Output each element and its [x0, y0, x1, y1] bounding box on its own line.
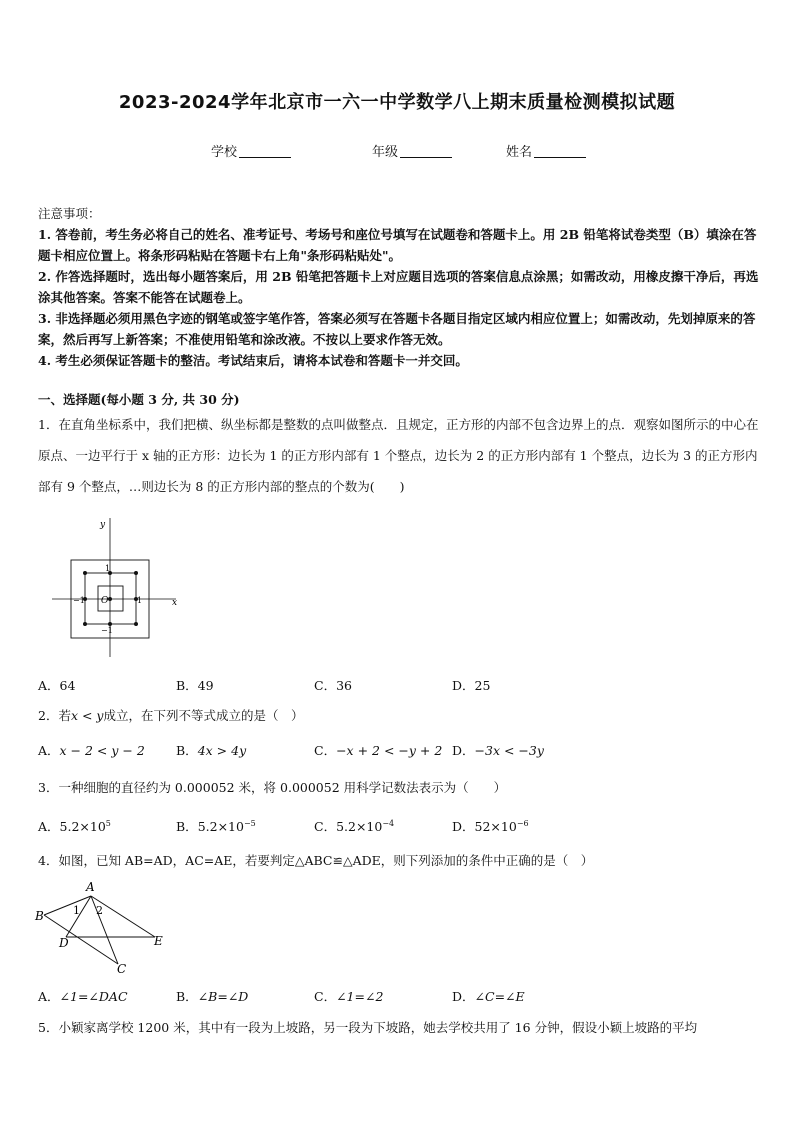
name-blank — [534, 145, 586, 158]
option-d[interactable] — [452, 817, 529, 835]
segment-ab — [44, 896, 91, 915]
option-c[interactable] — [314, 987, 383, 1005]
option-a[interactable] — [38, 817, 111, 835]
option-letter: A． — [38, 743, 60, 758]
name-label: 姓名 — [506, 145, 533, 160]
question-2-pre: 2．若 — [38, 708, 71, 723]
tick-label-y-neg-1: −1 — [101, 626, 113, 635]
option-expression: −3x < −3y — [474, 743, 544, 758]
option-a[interactable] — [38, 741, 145, 759]
x-axis-label: x — [172, 598, 178, 608]
option-expression: ∠C=∠E — [474, 989, 525, 1004]
question-4-figure — [34, 877, 174, 977]
option-d[interactable]: D．25 — [452, 678, 491, 693]
option-letter: C． — [314, 989, 337, 1004]
question-2-post: 成立，在下列不等式成立的是（ ） — [103, 708, 304, 723]
question-4-options — [38, 987, 760, 1007]
question-5-text: 5．小颖家离学校 1200 米，其中有一段为上坡路，另一段为下坡路，她去学校共用了 16 分钟，假设小颖上坡路的平均 — [38, 1020, 698, 1035]
option-base: 52×10 — [474, 819, 517, 834]
option-letter: A． — [38, 819, 60, 834]
grade-label: 年级 — [372, 145, 399, 160]
option-base: 5.2×10 — [336, 819, 383, 834]
option-c[interactable]: C．36 — [314, 678, 352, 693]
option-expression: 4x > 4y — [197, 743, 247, 758]
option-c[interactable] — [314, 741, 442, 759]
tick-label-y-1: 1 — [105, 564, 111, 573]
option-exponent: −4 — [382, 818, 395, 828]
note-item: 2. 作答选择题时，选出每小题答案后，用 2B 铅笔把答题卡上对应题目选项的答案信息点涂黑；如需改动，用橡皮擦干净后，再选涂其他答案。答案不能答在试题卷上。 — [38, 269, 759, 305]
school-field — [211, 141, 291, 160]
option-d[interactable] — [452, 987, 525, 1005]
option-expression: ∠B=∠D — [197, 989, 249, 1004]
section-heading: 一、选择题(每小题 3 分, 共 30 分) — [38, 392, 240, 407]
question-1-options — [38, 676, 760, 696]
y-axis-label: y — [100, 520, 106, 530]
option-expression: ∠1=∠2 — [336, 989, 384, 1004]
note-item: 1. 答卷前，考生务必将自己的姓名、准考证号、考场号和座位号填写在试题卷和答题卡上。用 2B 铅笔将试卷类型（B）填涂在答题卡相应位置上。将条形码粘贴在答题卡右上角"条形码粘贴处"。 — [38, 227, 757, 263]
angle-label-1: 1 — [73, 904, 80, 917]
option-c[interactable] — [314, 817, 394, 835]
option-base: 5.2×10 — [197, 819, 244, 834]
option-letter: C． — [314, 743, 337, 758]
option-exponent: 5 — [105, 818, 111, 828]
question-2-condition: x < y — [70, 708, 104, 723]
option-letter: B． — [176, 989, 198, 1004]
lattice-point — [134, 571, 138, 575]
origin-label: O — [101, 596, 109, 606]
option-b[interactable]: B．49 — [176, 678, 214, 693]
lattice-point — [108, 597, 112, 601]
vertex-label-e: E — [154, 934, 163, 948]
option-letter: D． — [452, 819, 475, 834]
option-b[interactable] — [176, 987, 248, 1005]
vertex-label-c: C — [117, 962, 127, 976]
question-1-text: 1．在直角坐标系中，我们把横、纵坐标都是整数的点叫做整点．且规定，正方形的内部不包含边界上的点．观察如图所示的中心在原点、一边平行于 x 轴的正方形：边长为 1 的正方形内部有 1 个整点，边长为 2 的正方形内部有 1 个整点，边长为 3 的正方形内部有 9 个整点，…则边长为 8 的正方形内部的整点的个数为( ) — [38, 417, 759, 494]
tick-label-x-1: 1 — [137, 596, 143, 605]
option-a[interactable] — [38, 987, 128, 1005]
option-expression: −x + 2 < −y + 2 — [336, 743, 443, 758]
vertex-label-a: A — [86, 880, 95, 894]
segment-bc — [44, 915, 118, 964]
option-expression: x − 2 < y − 2 — [59, 743, 145, 758]
question-1-figure — [48, 515, 183, 660]
option-b[interactable] — [176, 817, 256, 835]
school-blank — [239, 145, 291, 158]
question-3-text: 3．一种细胞的直径约为 0.000052 米，将 0.000052 用科学记数法表示为（ ） — [38, 780, 507, 795]
school-label: 学校 — [211, 145, 238, 160]
note-item: 4. 考生必须保证答题卡的整洁。考试结束后，请将本试卷和答题卡一并交回。 — [38, 353, 468, 368]
vertex-label-d: D — [59, 936, 69, 950]
lattice-point — [83, 571, 87, 575]
lattice-point — [83, 622, 87, 626]
option-expression: ∠1=∠DAC — [59, 989, 128, 1004]
option-letter: C． — [314, 819, 337, 834]
page-title: 2023-2024学年北京市一六一中学数学八上期末质量检测模拟试题 — [118, 92, 676, 113]
question-4-text: 4．如图，已知 AB=AD，AC=AE，若要判定△ABC≌△ADE，则下列添加的条件中正确的是（ ） — [38, 853, 594, 868]
option-exponent: −6 — [516, 818, 529, 828]
option-letter: B． — [176, 819, 198, 834]
option-a[interactable]: A．64 — [38, 678, 76, 693]
option-letter: D． — [452, 989, 475, 1004]
question-2-text — [38, 700, 760, 731]
option-letter: D． — [452, 743, 475, 758]
exam-notes — [38, 203, 760, 371]
notes-heading: 注意事项： — [38, 206, 101, 221]
option-d[interactable] — [452, 741, 544, 759]
lattice-point — [134, 622, 138, 626]
vertex-label-b: B — [35, 909, 44, 923]
note-item: 3. 非选择题必须用黑色字迹的钢笔或签字笔作答，答案必须写在答题卡各题目指定区域内相应位置上；如需改动，先划掉原来的答案，然后再写上新答案；不准使用铅笔和涂改液。不按以上要求作答无效。 — [38, 311, 756, 347]
option-letter: A． — [38, 989, 60, 1004]
option-base: 5.2×10 — [59, 819, 106, 834]
grade-field — [372, 141, 452, 160]
question-3-options — [38, 817, 760, 837]
grade-blank — [400, 145, 452, 158]
option-letter: B． — [176, 743, 198, 758]
option-exponent: −5 — [243, 818, 256, 828]
angle-label-2: 2 — [96, 904, 103, 917]
option-b[interactable] — [176, 741, 246, 759]
name-field — [506, 141, 586, 160]
question-2-options — [38, 741, 760, 761]
tick-label-x-neg-1: −1 — [73, 596, 85, 605]
